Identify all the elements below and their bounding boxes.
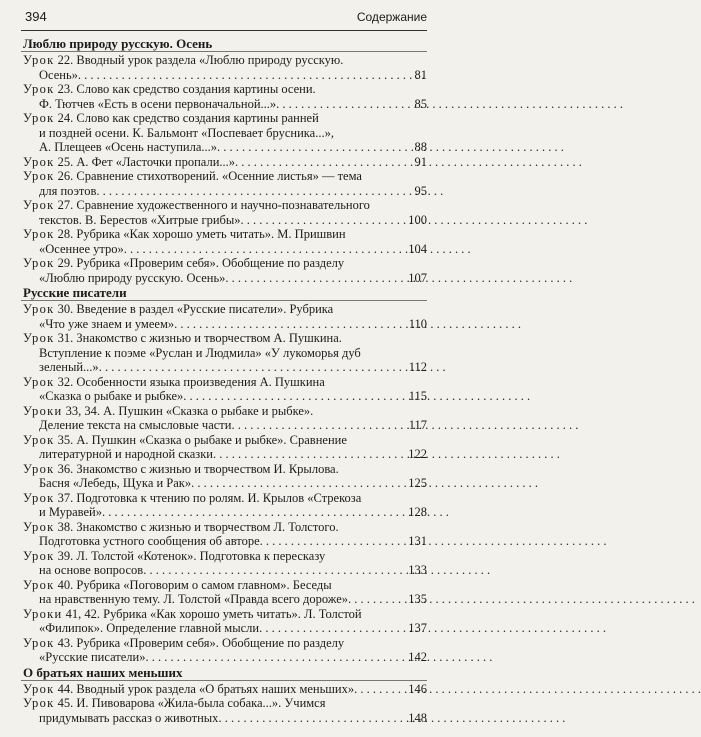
entry-text: текстов. В. Берестов «Хитрые грибы» [39,212,241,227]
entry-text: и Муравей» [39,505,102,519]
lesson-label: Урок [23,111,55,125]
lesson-number: 41, 42. [65,606,101,621]
page-ref: 122 [408,447,427,461]
entry-text: Введение в раздел «Русские писатели». Рубрика [76,302,334,316]
leader-dots [102,505,406,520]
entry-text: Рубрика «Проверим себя». Обобщение по разделу [76,635,345,650]
table-of-contents [21,31,427,725]
entry-text: Вступление к поэме «Руслан и Людмила» «У лукоморья дуб [39,345,361,360]
lesson-label: Урок [23,169,55,183]
page-ref: 146 [408,681,427,696]
entry-text: «Сказка о рыбаке и рыбке» [39,389,184,403]
page-ref: 148 [408,710,427,725]
lesson-label: Урок [23,490,55,505]
page-ref: 95 [414,183,427,198]
page-ref: 135 [408,592,427,606]
toc-entry[interactable] [21,302,427,331]
lesson-label: Урок [23,331,55,345]
lesson-label: Урок [23,548,55,563]
toc-entry[interactable] [21,636,427,665]
lesson-number: 27. [57,198,74,212]
toc-entry[interactable] [21,433,427,462]
toc-entry[interactable] [21,53,427,82]
entry-text: А. Плещеев «Осень наступила...» [39,140,218,154]
leader-dots [225,271,406,286]
page-ref: 91 [414,154,427,169]
toc-entry[interactable] [21,578,427,607]
page-ref: 117 [408,418,427,432]
entry-text: И. Пивоварова «Жила-была собака...». Учимся [76,696,326,710]
entry-text: «Люблю природу русскую. Осень» [39,270,226,285]
toc-entry[interactable] [21,331,427,375]
leader-dots [218,711,406,726]
leader-dots [145,650,406,665]
leader-dots [191,476,406,491]
lesson-label: Урок [23,53,55,67]
lesson-number: 33, 34. [65,403,101,418]
entry-text: А. Пушкин «Сказка о рыбаке и рыбке». [103,403,314,418]
entry-text: Знакомство с жизнью и творчеством Л. Толстого. [76,519,339,534]
toc-entry[interactable] [21,169,427,198]
lesson-label: Урок [23,681,55,696]
entry-text: Осень» [39,67,78,82]
lesson-label: Урок [23,374,55,389]
lesson-number: 22. [57,53,74,67]
lesson-number: 40. [57,577,74,592]
entry-text: и поздней осени. К. Бальмонт «Поспевает брусника...», [39,125,334,140]
lesson-number: 39. [57,548,74,563]
entry-text: зеленый...» [39,360,99,374]
entry-text: Знакомство с жизнью и творчеством И. Крылова. [76,461,339,476]
entry-text: «Что уже знаем и умеем» [39,316,175,331]
page-ref: 104 [408,241,427,256]
entry-text: Подготовка к чтению по ролям. И. Крылов «Стрекоза [76,490,362,505]
lesson-label: Урок [23,461,55,476]
entry-text: на основе вопросов [39,563,144,577]
page-ref: 81 [414,67,427,82]
entry-text: Сравнение стихотворений. «Осенние листья» — тема [76,169,362,183]
section-heading: Русские писатели [21,285,427,301]
entry-text: Слово как средство создания картины осени. [76,82,316,96]
lesson-number: 28. [57,227,74,241]
toc-entry[interactable] [21,404,427,433]
lesson-label: Урок [23,635,55,650]
entry-text: «Осеннее утро» [39,241,124,256]
entry-text: Вводный урок раздела «Люблю природу русскую. [76,53,344,67]
entry-text: А. Фет «Ласточки пропали...» [76,154,236,169]
entry-text: Особенности языка произведения А. Пушкина [76,374,325,389]
entry-text: «Русские писатели» [39,650,146,664]
leader-dots [78,68,413,83]
entry-text: придумывать рассказ о животных [39,710,219,725]
leader-dots [259,621,406,636]
lesson-label: Урок [23,432,55,447]
lesson-number: 38. [57,519,74,534]
page-ref: 128 [408,505,427,519]
entry-text: Подготовка устного сообщения об авторе [39,534,260,548]
toc-entry[interactable] [21,520,427,549]
toc-entry[interactable] [21,682,427,697]
page-ref: 85 [414,96,427,111]
leader-dots [213,447,406,462]
toc-entry[interactable] [21,155,427,170]
lesson-label: Уроки [23,606,63,621]
lesson-number: 23. [57,82,74,96]
page-ref: 115 [408,389,427,403]
leader-dots [276,97,412,112]
entry-text: Рубрика «Поговорим о самом главном». Беседы [76,577,332,592]
lesson-number: 24. [57,111,74,125]
entry-text: Рубрика «Проверим себя». Обобщение по разделу [76,256,345,270]
page-ref: 112 [408,360,427,374]
entry-text: Ф. Тютчев «Есть в осени первоначальной...» [39,96,277,111]
lesson-label: Урок [23,256,55,270]
page-ref: 110 [408,316,427,331]
leader-dots [124,242,407,257]
page-ref: 88 [414,140,427,154]
lesson-label: Урок [23,302,55,316]
page-ref: 142 [408,650,427,664]
toc-entry[interactable] [21,198,427,227]
leader-dots [174,317,407,332]
entry-text: Вводный урок раздела «О братьях наших меньших» [76,681,355,696]
page-header [21,0,427,31]
toc-entry[interactable] [21,375,427,404]
lesson-number: 29. [57,256,74,270]
page-ref: 125 [408,476,427,490]
page-ref: 133 [408,563,427,577]
toc-entry[interactable] [21,82,427,111]
entry-text: литературной и народной сказки [39,447,213,461]
lesson-label: Урок [23,519,55,534]
leader-dots [348,592,406,607]
lesson-label: Урок [23,154,55,169]
leader-dots [354,682,406,697]
leader-dots [217,140,412,155]
lesson-label: Урок [23,227,55,241]
lesson-label: Урок [23,577,55,592]
lesson-number: 36. [57,461,74,476]
lesson-number: 32. [57,374,74,389]
page-ref: 100 [408,212,427,227]
lesson-label: Уроки [23,403,63,418]
toc-entry[interactable] [21,696,427,725]
section-heading: О братьях наших меньших [21,665,427,681]
lesson-number: 26. [57,169,74,183]
leader-dots [183,389,406,404]
lesson-number: 45. [57,696,74,710]
entry-text: на нравственную тему. Л. Толстой «Правда всего дороже» [39,592,349,606]
running-title: Содержание [356,10,427,24]
leader-dots [241,213,407,228]
toc-entry[interactable] [21,256,427,285]
toc-entry[interactable] [21,549,427,578]
page-number: 394 [25,9,47,24]
entry-text: Рубрика «Как хорошо уметь читать». М. Пришвин [76,227,346,241]
entry-text: А. Пушкин «Сказка о рыбаке и рыбке». Сравнение [76,432,347,447]
leader-dots [96,184,412,199]
entry-text: Л. Толстой «Котенок». Подготовка к пересказу [76,548,326,563]
leader-dots [99,360,407,375]
toc-entry[interactable] [21,227,427,256]
entry-text: Рубрика «Как хорошо уметь читать». Л. Толстой [103,606,362,621]
leader-dots [235,155,412,170]
lesson-number: 44. [57,681,74,696]
entry-text: Деление текста на смысловые части [39,418,232,432]
lesson-number: 25. [57,154,74,169]
toc-entry[interactable] [21,491,427,520]
entry-text: Слово как средство создания картины ранней [76,111,319,125]
lesson-number: 43. [57,635,74,650]
page-ref: 131 [408,534,427,548]
toc-entry[interactable] [21,607,427,636]
lesson-number: 37. [57,490,74,505]
leader-dots [231,418,406,433]
toc-entry[interactable] [21,462,427,491]
lesson-number: 35. [57,432,74,447]
entry-text: «Филипок». Определение главной мысли [39,621,260,635]
lesson-label: Урок [23,82,55,96]
leader-dots [143,563,406,578]
lesson-number: 30. [57,302,74,316]
lesson-number: 31. [57,331,74,345]
entry-text: Знакомство с жизнью и творчеством А. Пушкина. [76,331,342,345]
section-heading: Люблю природу русскую. Осень [21,36,427,52]
lesson-label: Урок [23,696,55,710]
entry-text: для поэтов [39,183,97,198]
entry-text: Басня «Лебедь, Щука и Рак» [39,476,192,490]
page-ref: 137 [408,621,427,635]
leader-dots [260,534,407,549]
page-ref: 107 [408,270,427,285]
entry-text: Сравнение художественного и научно-познавательного [76,198,370,212]
toc-entry[interactable] [21,111,427,155]
lesson-label: Урок [23,198,55,212]
